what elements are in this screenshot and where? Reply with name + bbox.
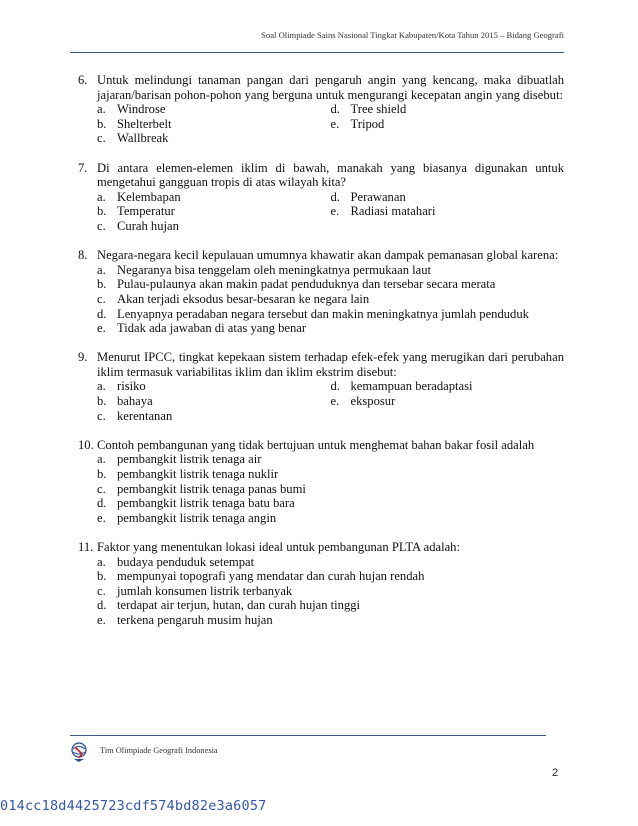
option-text: Wallbreak (117, 131, 169, 146)
answer-option (97, 307, 564, 322)
option-text: kerentanan (117, 408, 173, 423)
answer-option (97, 569, 564, 584)
option-letter: c. (97, 131, 106, 146)
question-number: 10. (78, 437, 94, 452)
option-letter: b. (97, 569, 107, 584)
answer-option (97, 117, 331, 132)
answer-option (97, 452, 564, 467)
option-letter: e. (330, 394, 340, 409)
answer-option (97, 598, 564, 613)
page-header: Soal Olimpiade Sains Nasional Tingkat Kabupaten/Kota Tahun 2015 – Bidang Geografi (261, 30, 564, 40)
answer-option (97, 584, 564, 599)
option-letter: a. (97, 554, 106, 569)
question-number: 8. (78, 248, 88, 263)
option-text: risiko (117, 379, 146, 394)
option-letter: c. (97, 291, 106, 306)
question-8 (78, 248, 564, 336)
question-list (78, 73, 564, 642)
question-text: Menurut IPCC, tingkat kepekaan sistem terhadap efek-efek yang merugikan dari perubahan iklim termasuk variabilitas iklim dan iklim ekstrim disebut: (97, 350, 564, 379)
answer-option (97, 613, 564, 628)
option-text: pembangkit listrik tenaga nuklir (117, 467, 279, 482)
answer-option (97, 102, 331, 117)
answer-option (97, 467, 564, 482)
answer-option (97, 409, 331, 424)
option-letter: a. (97, 262, 106, 277)
option-text: Pulau-pulaunya akan makin padat penduduknya dan tersebar secara merata (117, 277, 496, 292)
question-10 (78, 438, 564, 526)
option-letter: b. (97, 204, 107, 219)
answer-option (97, 219, 331, 234)
option-text: jumlah konsumen listrik terbanyak (117, 583, 293, 598)
answer-option (97, 263, 564, 278)
question-11 (78, 540, 564, 628)
answer-options (97, 102, 564, 146)
option-letter: c. (97, 218, 106, 233)
option-text: Kelembapan (117, 189, 181, 204)
answer-options (97, 190, 564, 234)
option-text: Curah hujan (117, 218, 179, 233)
option-text: Windrose (117, 102, 166, 117)
option-letter: b. (97, 277, 107, 292)
option-letter: c. (97, 408, 106, 423)
option-text: bahaya (117, 394, 153, 409)
answer-option (97, 496, 564, 511)
option-letter: d. (330, 189, 340, 204)
option-letter: e. (330, 116, 340, 131)
answer-options (97, 555, 564, 628)
answer-option (331, 204, 565, 219)
option-letter: b. (97, 394, 107, 409)
question-9 (78, 350, 564, 423)
option-letter: c. (97, 583, 106, 598)
answer-option (97, 379, 331, 394)
option-text: Perawanan (350, 189, 406, 204)
answer-option (97, 394, 331, 409)
option-letter: e. (97, 510, 106, 525)
footer-divider (70, 735, 546, 736)
question-text: Untuk melindungi tanaman pangan dari pengaruh angin yang kencang, maka dibuatlah jajaran/barisan pohon-pohon yang berguna untuk mengurangi kecepatan angin yang disebut: (97, 73, 564, 102)
option-text: pembangkit listrik tenaga angin (117, 510, 277, 525)
page-number: 2 (552, 767, 559, 779)
option-text: eksposur (350, 394, 396, 409)
answer-options (97, 263, 564, 336)
option-letter: a. (97, 102, 106, 117)
answer-option (331, 379, 565, 394)
question-6 (78, 73, 564, 146)
option-text: Tidak ada jawaban di atas yang benar (117, 321, 307, 336)
option-letter: d. (330, 379, 340, 394)
option-text: terkena pengaruh musim hujan (117, 612, 273, 627)
globe-logo-icon (70, 741, 88, 763)
answer-option (97, 482, 564, 497)
option-letter: a. (97, 452, 106, 467)
option-letter: e. (97, 612, 106, 627)
option-text: Shelterbelt (117, 116, 172, 131)
question-text: Di antara elemen-elemen iklim di bawah, manakah yang biasanya digunakan untuk mengetahui gangguan tropis di atas wilayah kita? (97, 160, 564, 190)
answer-options (97, 452, 564, 525)
header-divider (70, 52, 564, 53)
question-number: 7. (78, 160, 88, 175)
option-text: kemampuan beradaptasi (350, 379, 473, 394)
option-text: budaya penduduk setempat (117, 554, 255, 569)
question-text: Faktor yang menentukan lokasi ideal untuk pembangunan PLTA adalah: (97, 540, 460, 554)
option-text: Radiasi matahari (350, 204, 436, 219)
answer-option (331, 117, 565, 132)
answer-option (97, 292, 564, 307)
option-letter: d. (97, 496, 107, 511)
option-letter: d. (330, 102, 340, 117)
option-text: pembangkit listrik tenaga air (117, 452, 262, 467)
question-number: 11. (78, 540, 94, 554)
option-letter: b. (97, 467, 107, 482)
option-text: Tripod (350, 116, 385, 131)
option-text: Akan terjadi eksodus besar-besaran ke negara lain (117, 291, 370, 306)
answer-option (97, 321, 564, 336)
answer-option (97, 204, 331, 219)
footer-organization: Tim Olimpiade Geografi Indonesia (100, 746, 218, 755)
question-number: 6. (78, 73, 88, 87)
question-text: Contoh pembangunan yang tidak bertujuan untuk menghemat bahan bakar fosil adalah (97, 437, 535, 452)
answer-option (97, 511, 564, 526)
answer-option (331, 394, 565, 409)
option-text: Negaranya bisa tenggelam oleh meningkatnya permukaan laut (117, 262, 432, 277)
answer-options (97, 379, 564, 423)
answer-option (331, 102, 565, 117)
question-number: 9. (78, 350, 88, 365)
option-letter: a. (97, 379, 106, 394)
option-letter: c. (97, 481, 106, 496)
option-letter: b. (97, 116, 107, 131)
option-letter: e. (97, 321, 106, 336)
answer-option (331, 190, 565, 205)
question-text: Negara-negara kecil kepulauan umumnya khawatir akan dampak pemanasan global karena: (97, 248, 559, 263)
option-text: Temperatur (117, 204, 175, 219)
question-7 (78, 161, 564, 234)
option-text: terdapat air terjun, hutan, dan curah hujan tinggi (117, 598, 361, 613)
option-letter: a. (97, 189, 106, 204)
answer-option (97, 131, 331, 146)
answer-option (97, 555, 564, 570)
option-text: pembangkit listrik tenaga panas bumi (117, 481, 306, 496)
option-letter: d. (97, 306, 107, 321)
option-text: pembangkit listrik tenaga batu bara (117, 496, 295, 511)
option-letter: e. (330, 204, 340, 219)
option-text: mempunyai topografi yang mendatar dan curah hujan rendah (117, 569, 425, 584)
answer-option (97, 277, 564, 292)
answer-option (97, 190, 331, 205)
option-text: Lenyapnya peradaban negara tersebut dan makin meningkatnya jumlah penduduk (117, 306, 529, 321)
option-letter: d. (97, 598, 107, 613)
watermark-hash: 014cc18d4425723cdf574bd82e3a6057 (0, 798, 267, 814)
option-text: Tree shield (350, 102, 407, 117)
